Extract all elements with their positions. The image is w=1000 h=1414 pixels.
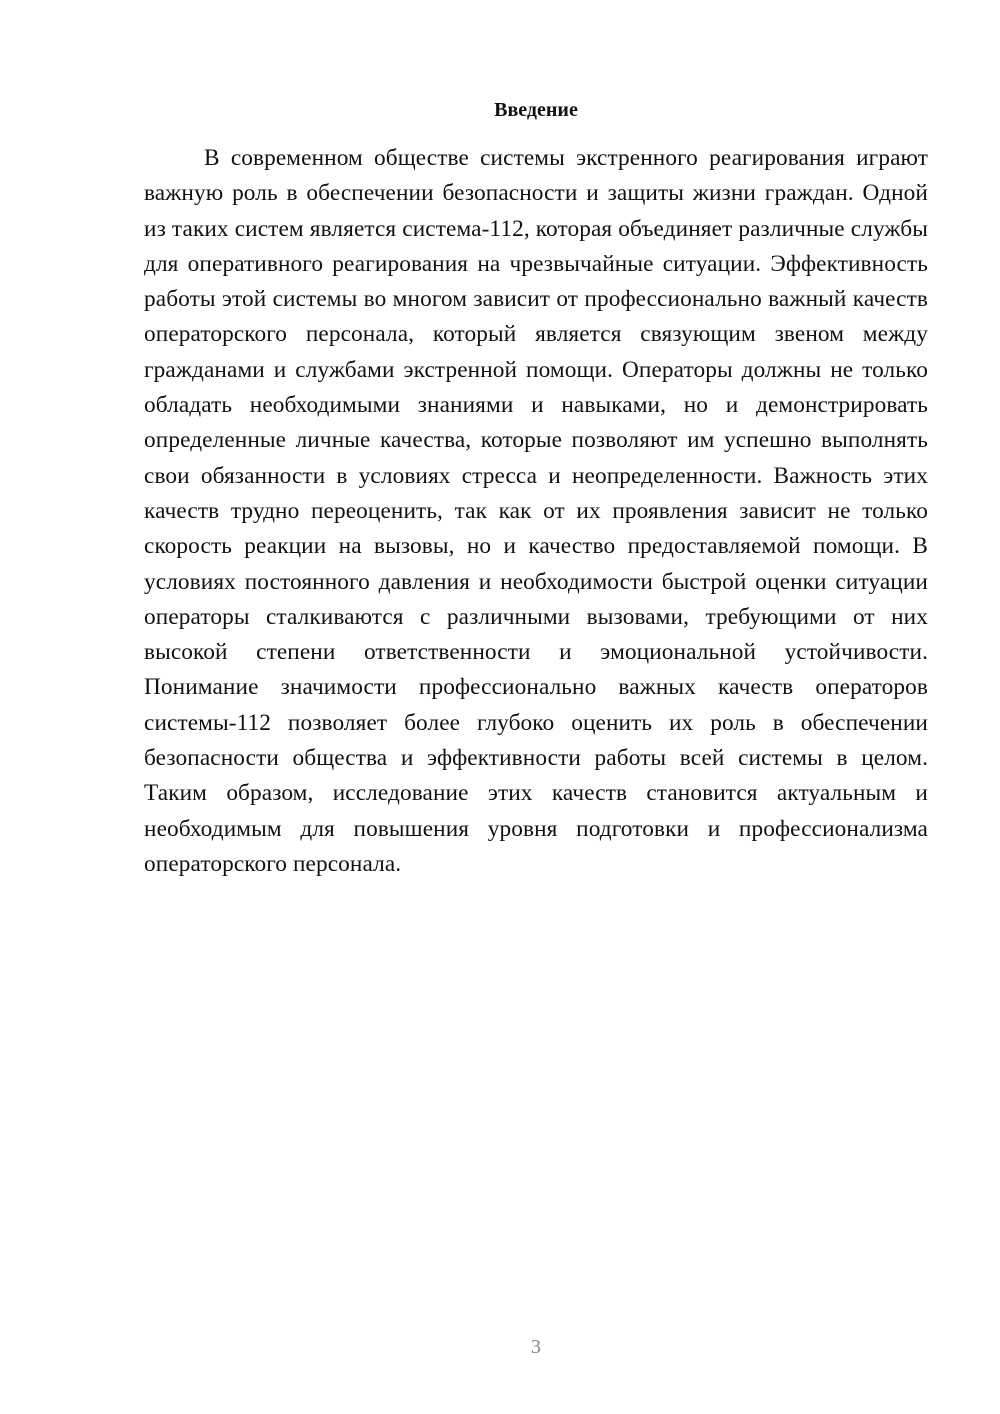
section-heading: Введение <box>494 99 578 121</box>
page-number: 3 <box>531 1336 541 1358</box>
body-paragraph: В современном обществе системы экстренного реагирования играют важную роль в обеспечении безопасности и защиты жизни граждан. Одной из таких систем является система-112, которая объединяет различные службы для оперативного реагирования на чрезвычайные ситуации. Эффективность работы этой системы во многом зависит от профессионально важный качеств операторского персонала, который является связующим звеном между гражданами и службами экстренной помощи. Операторы должны не только обладать необходимыми знаниями и навыками, но и демонстрировать определенные личные качества, которые позволяют им успешно выполнять свои обязанности в условиях стресса и неопределенности. Важность этих качеств трудно переоценить, так как от их проявления зависит не только скорость реакции на вызовы, но и качество предоставляемой помощи. В условиях постоянного давления и необходимости быстрой оценки ситуации операторы сталкиваются с различными вызовами, требующими от них высокой степени ответственности и эмоциональной устойчивости. Понимание значимости профессионально важных качеств операторов системы-112 позволяет более глубоко оценить их роль в обеспечении безопасности общества и эффективности работы всей системы в целом. Таким образом, исследование этих качеств становится актуальным и необходимым для повышения уровня подготовки и профессионализма операторского персонала. <box>144 145 928 877</box>
